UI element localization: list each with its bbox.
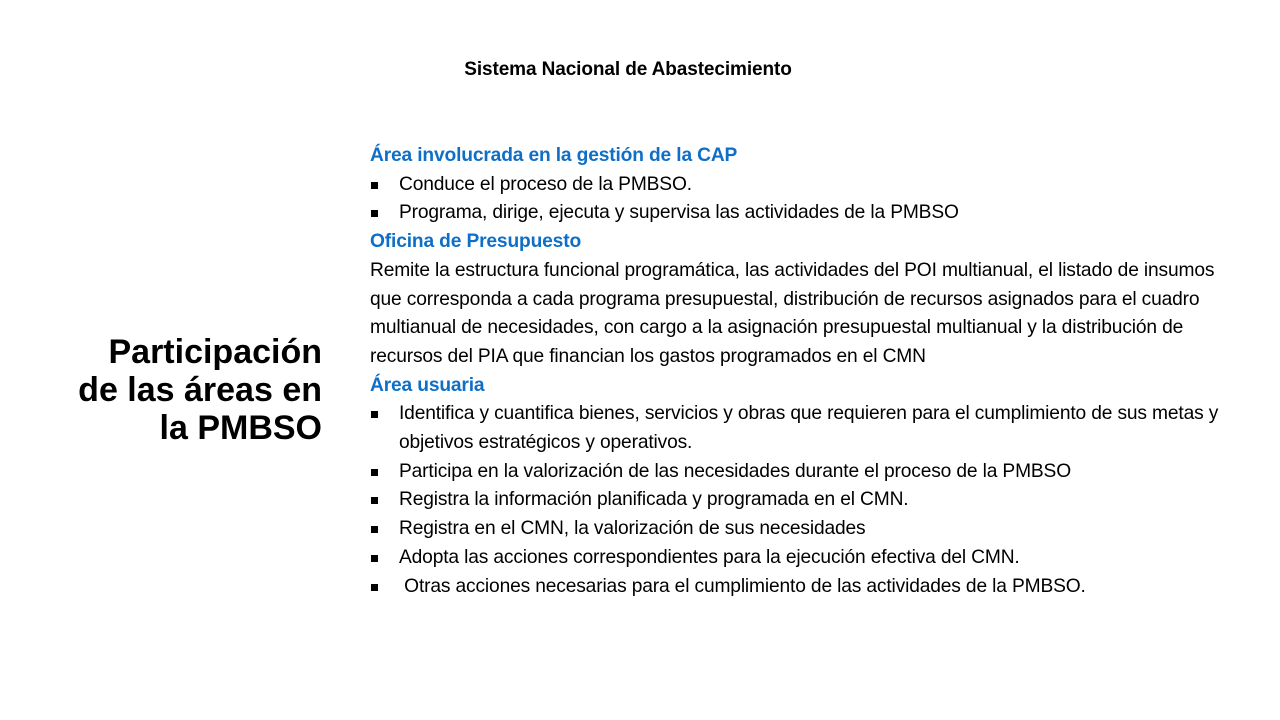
list-item-text: Registra en el CMN, la valorización de sus necesidades	[399, 518, 866, 540]
slide-title-line-2: de las áreas en	[78, 371, 322, 409]
section-heading-usuaria: Área usuaria	[370, 374, 485, 396]
slide-header: Sistema Nacional de Abastecimiento	[464, 59, 792, 80]
square-bullet-icon	[371, 469, 378, 476]
list-item-text: Otras acciones necesarias para el cumplimiento de las actividades de la PMBSO.	[399, 575, 1086, 597]
section-heading-cap: Área involucrada en la gestión de la CAP	[370, 145, 738, 166]
list-item-text: Adopta las acciones correspondientes para la ejecución efectiva del CMN.	[399, 546, 1020, 568]
bullet-list-usuaria	[370, 400, 1250, 601]
list-item-text: Registra la información planificada y programada en el CMN.	[399, 489, 909, 511]
list-item-text: Programa, dirige, ejecuta y supervisa las actividades de la PMBSO	[399, 202, 959, 224]
square-bullet-icon	[371, 411, 378, 418]
list-item	[370, 486, 1250, 515]
slide-title-line-3: la PMBSO	[159, 409, 322, 447]
section-heading-presupuesto: Oficina de Presupuesto	[370, 231, 582, 253]
list-item-text: Participa en la valorización de las necesidades durante el proceso de la PMBSO	[399, 460, 1071, 482]
presupuesto-paragraph: Remite la estructura funcional programática, las actividades del POI multianual, el listado de insumos que corresponda a cada programa presupuestal, distribución de recursos asignados para el cuadro multianual de necesidades, con cargo a la asignación presupuestal multianual y la distribución de recursos del PIA que financian los gastos programados en el CMN	[370, 259, 1215, 367]
list-item	[370, 544, 1250, 573]
list-item-text: Conduce el proceso de la PMBSO.	[399, 173, 692, 195]
list-item	[370, 199, 1250, 228]
list-item	[370, 573, 1250, 602]
square-bullet-icon	[371, 497, 378, 504]
square-bullet-icon	[371, 555, 378, 562]
list-item-text: Identifica y cuantifica bienes, servicios y obras que requieren para el cumplimiento de sus metas y objetivos estratégicos y operativos.	[399, 403, 1219, 454]
bullet-list-cap	[370, 171, 1250, 228]
slide-title	[22, 333, 322, 447]
list-item	[370, 515, 1250, 544]
square-bullet-icon	[371, 182, 378, 189]
content-body	[370, 142, 1250, 601]
list-item	[370, 458, 1250, 487]
square-bullet-icon	[371, 526, 378, 533]
list-item	[370, 400, 1250, 457]
list-item	[370, 171, 1250, 200]
square-bullet-icon	[371, 210, 378, 217]
slide-title-line-1: Participación	[108, 333, 322, 371]
square-bullet-icon	[371, 584, 378, 591]
